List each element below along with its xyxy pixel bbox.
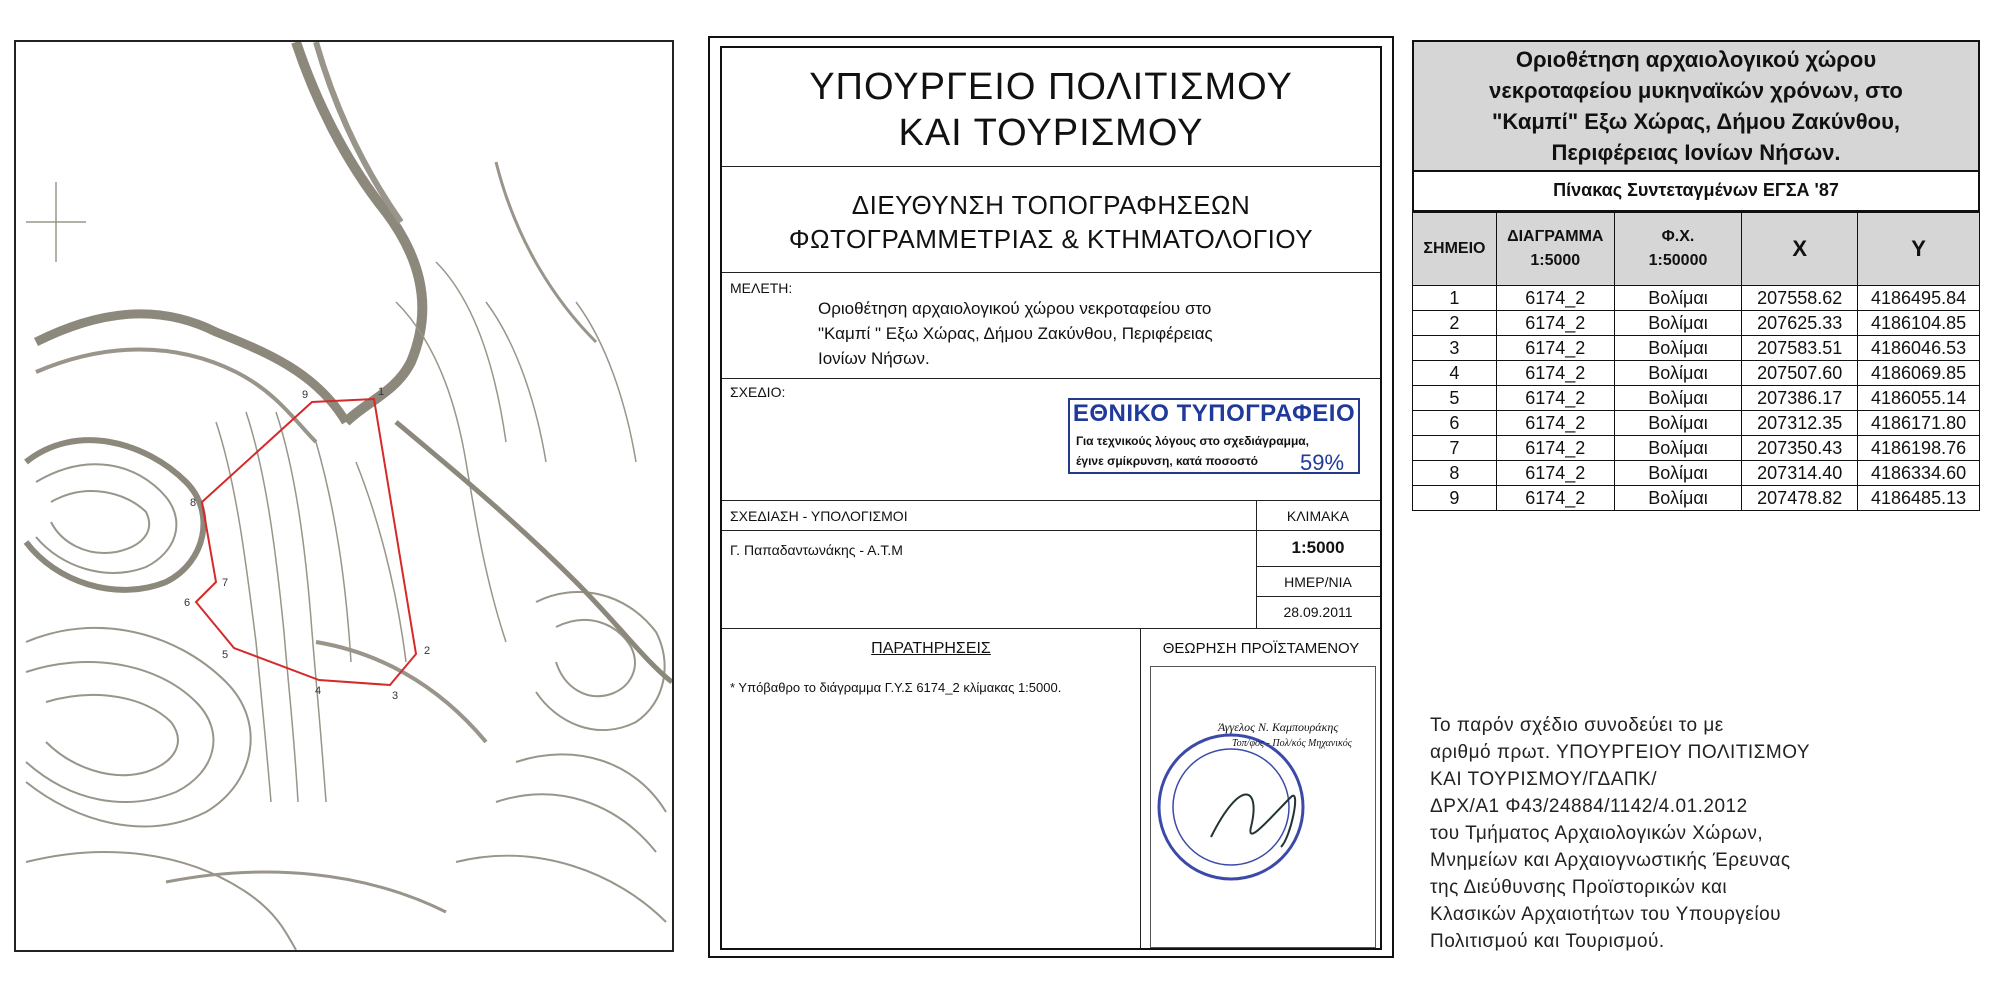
header-point: ΣΗΜΕΙΟ bbox=[1413, 213, 1497, 286]
coordinates-title bbox=[1414, 44, 1978, 168]
stamp-note-line2: έγινε σμίκρυνση, κατά ποσοστό bbox=[1076, 454, 1259, 468]
cell-x: 207558.62 bbox=[1742, 286, 1858, 311]
boundary-point-label: 5 bbox=[222, 649, 229, 661]
header-sheet bbox=[1614, 213, 1742, 286]
cell-x: 207625.33 bbox=[1742, 311, 1858, 336]
coordinates-title-line2: νεκροταφείου μυκηναϊκών χρόνων, στο bbox=[1489, 78, 1903, 103]
cell-sheet: Βολίμαι bbox=[1614, 461, 1742, 486]
table-row bbox=[1413, 311, 1980, 336]
accompanying-note bbox=[1430, 712, 1990, 955]
signature-title: Τοπ/φος - Πολ/κός Μηχανικός bbox=[1232, 738, 1352, 749]
note-line9: Πολιτισμού και Τουρισμού. bbox=[1430, 931, 1665, 952]
cell-x: 207478.82 bbox=[1742, 486, 1858, 511]
plan-label: ΣΧΕΔΙΟ: bbox=[730, 384, 786, 400]
coordinates-table bbox=[1412, 212, 1980, 511]
cell-point: 1 bbox=[1413, 286, 1497, 311]
ministry-name-line2: ΚΑΙ ΤΟΥΡΙΣΜΟΥ bbox=[898, 112, 1204, 154]
table-row bbox=[1413, 386, 1980, 411]
design-label: ΣΧΕΔΙΑΣΗ - ΥΠΟΛΟΓΙΣΜΟΙ bbox=[730, 508, 908, 524]
signature-stamp-icon bbox=[1151, 667, 1375, 947]
note-line4: ΔΡΧ/Α1 Φ43/24884/1142/4.01.2012 bbox=[1430, 796, 1748, 817]
divider bbox=[722, 628, 1380, 629]
boundary-point-label: 6 bbox=[184, 597, 191, 609]
reduction-percent: 59% bbox=[1300, 450, 1345, 475]
table-header-row bbox=[1413, 213, 1980, 286]
cell-sheet: Βολίμαι bbox=[1614, 386, 1742, 411]
cell-sheet: Βολίμαι bbox=[1614, 436, 1742, 461]
cell-sheet: Βολίμαι bbox=[1614, 411, 1742, 436]
cell-sheet: Βολίμαι bbox=[1614, 486, 1742, 511]
table-row bbox=[1413, 336, 1980, 361]
table-row bbox=[1413, 411, 1980, 436]
boundary-point-label: 7 bbox=[222, 577, 229, 589]
table-row bbox=[1413, 486, 1980, 511]
ministry-name-line1: ΥΠΟΥΡΓΕΙΟ ΠΟΛΙΤΙΣΜΟΥ bbox=[809, 66, 1293, 108]
header-sheet-line2: 1:50000 bbox=[1648, 252, 1708, 269]
header-sheet-line1: Φ.Χ. bbox=[1661, 228, 1695, 245]
cell-y: 4186171.80 bbox=[1858, 411, 1980, 436]
table-row bbox=[1413, 436, 1980, 461]
cell-diagram: 6174_2 bbox=[1496, 386, 1614, 411]
cell-y: 4186495.84 bbox=[1858, 286, 1980, 311]
divider bbox=[1140, 628, 1141, 948]
cell-y: 4186485.13 bbox=[1858, 486, 1980, 511]
table-row bbox=[1413, 461, 1980, 486]
boundary-point-label: 2 bbox=[424, 645, 431, 657]
header-diagram bbox=[1496, 213, 1614, 286]
cell-y: 4186069.85 bbox=[1858, 361, 1980, 386]
table-row bbox=[1413, 361, 1980, 386]
cell-x: 207350.43 bbox=[1742, 436, 1858, 461]
cell-y: 4186334.60 bbox=[1858, 461, 1980, 486]
cell-y: 4186104.85 bbox=[1858, 311, 1980, 336]
cell-point: 5 bbox=[1413, 386, 1497, 411]
cell-x: 207386.17 bbox=[1742, 386, 1858, 411]
cell-point: 2 bbox=[1413, 311, 1497, 336]
cell-point: 7 bbox=[1413, 436, 1497, 461]
coordinates-title-line1: Οριοθέτηση αρχαιολογικού χώρου bbox=[1515, 47, 1877, 72]
approval-label: ΘΕΩΡΗΣΗ ΠΡΟΪΣΤΑΜΕΝΟΥ bbox=[1162, 640, 1360, 657]
study-line3: Ιονίων Νήσων. bbox=[818, 349, 930, 368]
approval-box bbox=[1150, 666, 1376, 948]
note-line1: Το παρόν σχέδιο συνοδεύει το με bbox=[1430, 715, 1724, 736]
cell-y: 4186198.76 bbox=[1858, 436, 1980, 461]
study-label: ΜΕΛΕΤΗ: bbox=[730, 280, 793, 296]
divider bbox=[722, 500, 1380, 501]
cell-diagram: 6174_2 bbox=[1496, 361, 1614, 386]
scale-label: ΚΛΙΜΑΚΑ bbox=[1286, 508, 1350, 524]
cell-sheet: Βολίμαι bbox=[1614, 286, 1742, 311]
cell-point: 8 bbox=[1413, 461, 1497, 486]
cell-sheet: Βολίμαι bbox=[1614, 311, 1742, 336]
note-line7: της Διεύθυνσης Προϊστορικών και bbox=[1430, 877, 1728, 898]
cell-diagram: 6174_2 bbox=[1496, 461, 1614, 486]
header-diagram-line1: ΔΙΑΓΡΑΜΜΑ bbox=[1507, 228, 1604, 245]
cell-y: 4186046.53 bbox=[1858, 336, 1980, 361]
study-line2: "Καμπί " Εξω Χώρας, Δήμου Ζακύνθου, Περιφέρειας bbox=[818, 324, 1213, 343]
header-y: Y bbox=[1858, 213, 1980, 286]
note-line6: Μνημείων και Αρχαιογνωστικής Έρευνας bbox=[1430, 850, 1791, 871]
designer-name: Γ. Παπαδαντωνάκης - Α.Τ.Μ bbox=[730, 542, 903, 558]
divider bbox=[722, 378, 1380, 379]
date-label: ΗΜΕΡ/ΝΙΑ bbox=[1284, 574, 1352, 590]
date-value: 28.09.2011 bbox=[1283, 604, 1353, 620]
divider bbox=[722, 166, 1380, 167]
cell-diagram: 6174_2 bbox=[1496, 336, 1614, 361]
boundary-point-label: 8 bbox=[190, 497, 197, 509]
boundary-point-label: 4 bbox=[315, 685, 322, 697]
directorate-line1: ΔΙΕΥΘΥΝΣΗ ΤΟΠΟΓΡΑΦΗΣΕΩΝ bbox=[851, 190, 1251, 220]
note-line3: ΚΑΙ ΤΟΥΡΙΣΜΟΥ/ΓΔΑΠΚ/ bbox=[1430, 769, 1658, 790]
stamp-title: ΕΘΝΙΚΟ ΤΥΠΟΓΡΑΦΕΙΟ bbox=[1072, 400, 1356, 427]
cell-x: 207583.51 bbox=[1742, 336, 1858, 361]
table-row bbox=[1413, 286, 1980, 311]
cell-point: 9 bbox=[1413, 486, 1497, 511]
boundary-point-label: 3 bbox=[392, 690, 399, 702]
coordinates-subtitle: Πίνακας Συντεταγμένων ΕΓΣΑ '87 bbox=[1553, 180, 1839, 200]
map-drawing bbox=[16, 42, 672, 950]
boundary-point-label: 9 bbox=[302, 389, 309, 401]
cell-diagram: 6174_2 bbox=[1496, 411, 1614, 436]
cell-x: 207314.40 bbox=[1742, 461, 1858, 486]
header-diagram-line2: 1:5000 bbox=[1530, 252, 1581, 269]
cell-point: 4 bbox=[1413, 361, 1497, 386]
divider bbox=[722, 272, 1380, 273]
remarks-label: ΠΑΡΑΤΗΡΗΣΕΙΣ bbox=[871, 640, 991, 657]
coordinates-title-line4: Περιφέρειας Ιονίων Νήσων. bbox=[1551, 140, 1841, 165]
divider bbox=[1256, 596, 1380, 597]
note-line5: του Τμήματος Αρχαιολογικών Χώρων, bbox=[1430, 823, 1764, 844]
divider bbox=[1256, 500, 1257, 628]
divider bbox=[1256, 566, 1380, 567]
cell-diagram: 6174_2 bbox=[1496, 486, 1614, 511]
note-line2: αριθμό πρωτ. ΥΠΟΥΡΓΕΙΟΥ ΠΟΛΙΤΙΣΜΟΥ bbox=[1430, 742, 1811, 763]
study-line1: Οριοθέτηση αρχαιολογικού χώρου νεκροταφείου στο bbox=[818, 299, 1212, 318]
topographic-map bbox=[14, 40, 674, 952]
directorate-line2: ΦΩΤΟΓΡΑΜΜΕΤΡΙΑΣ & ΚΤΗΜΑΤΟΛΟΓΙΟΥ bbox=[788, 224, 1314, 254]
cell-point: 3 bbox=[1413, 336, 1497, 361]
cell-sheet: Βολίμαι bbox=[1614, 336, 1742, 361]
header-x: X bbox=[1742, 213, 1858, 286]
note-line8: Κλασικών Αρχαιοτήτων του Υπουργείου bbox=[1430, 904, 1782, 925]
cell-x: 207312.35 bbox=[1742, 411, 1858, 436]
boundary-point-label: 1 bbox=[378, 386, 385, 398]
coordinates-title-line3: "Καμπί" Εξω Χώρας, Δήμου Ζακύνθου, bbox=[1492, 109, 1900, 134]
cell-sheet: Βολίμαι bbox=[1614, 361, 1742, 386]
cell-diagram: 6174_2 bbox=[1496, 436, 1614, 461]
cell-diagram: 6174_2 bbox=[1496, 286, 1614, 311]
cell-x: 207507.60 bbox=[1742, 361, 1858, 386]
scale-value: 1:5000 bbox=[1291, 538, 1345, 557]
cell-point: 6 bbox=[1413, 411, 1497, 436]
remarks-text: * Υπόβαθρο το διάγραμμα Γ.Υ.Σ 6174_2 κλίμακας 1:5000. bbox=[730, 680, 1062, 695]
cell-diagram: 6174_2 bbox=[1496, 311, 1614, 336]
divider bbox=[722, 530, 1380, 531]
signature-name: Άγγελος Ν. Καμπουράκης bbox=[1218, 720, 1339, 734]
cell-y: 4186055.14 bbox=[1858, 386, 1980, 411]
stamp-note-line1: Για τεχνικούς λόγους στο σχεδιάγραμμα, bbox=[1076, 434, 1310, 448]
